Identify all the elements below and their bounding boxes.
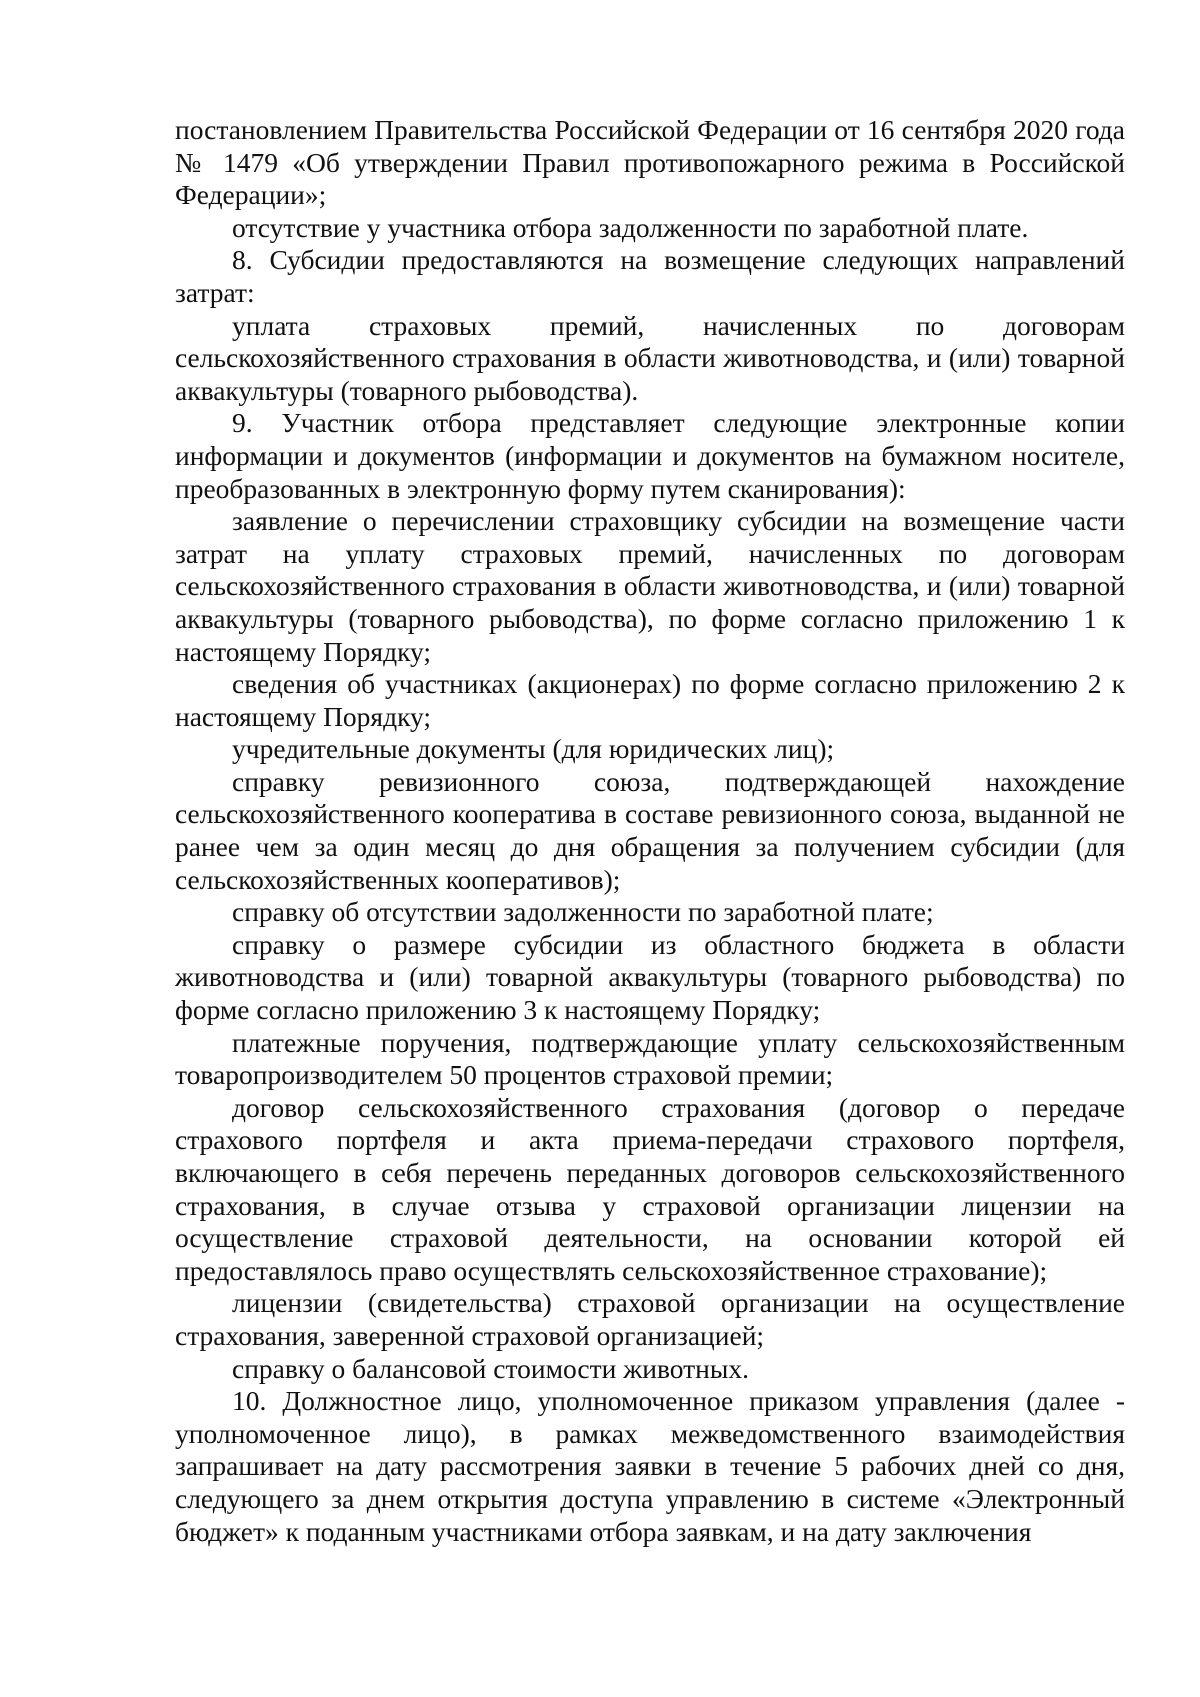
paragraph-wage-debt-certificate: справку об отсутствии задолженности по заработной плате; <box>232 896 934 928</box>
paragraph-payment-orders: платежные поручения, подтверждающие уплату сельскохозяйственным товаропроизводителем 50 процентов страховой премии; <box>175 1026 1125 1091</box>
paragraph-license: лицензии (свидетельства) страховой организации на осуществление страхования, заверенной страховой организацией; <box>175 1287 1125 1351</box>
paragraph-insurance-premiums: уплата страховых премий, начисленных по договорам сельскохозяйственного страхования в области животноводства, и (или) товарной аквакультуры (товарного рыбоводства). <box>175 309 1125 406</box>
paragraph-fire-regulations: постановлением Правительства Российской Федерации от 16 сентября 2020 года № 1479 «Об утверждении Правил противопожарного режима в Российской Федерации»; <box>175 114 1125 211</box>
paragraph-insurance-contract: договор сельскохозяйственного страхования (договор о передаче страхового портфеля и акта приема-передачи страхового портфеля, включающего в себя перечень переданных договоров сельскохозяйственного страхования, в случае отзыва у страховой организации лицензии на осуществление страховой деятельности, на основании которой ей предоставлялось право осуществлять сельскохозяйственное страхование); <box>175 1091 1125 1286</box>
paragraph-application: заявление о перечислении страховщику субсидии на возмещение части затрат на уплату страховых премий, начисленных по договорам сельскохозяйственного страхования в области животноводства, и (или) товарной аквакультуры (товарного рыбоводства), по форме согласно приложению 1 к настоящему Порядку; <box>175 505 1125 667</box>
paragraph-item-8: 8. Субсидии предоставляются на возмещение следующих направлений затрат: <box>175 244 1125 308</box>
paragraph-shareholders: сведения об участниках (акционерах) по форме согласно приложению 2 к настоящему Порядку; <box>175 668 1125 732</box>
paragraph-item-10: 10. Должностное лицо, уполномоченное приказом управления (далее - уполномоченное лицо), в рамках межведомственного взаимодействия запрашивает на дату рассмотрения заявки в течение 5 рабочих дней со дня, следующего за днем открытия доступа управлению в системе «Электронный бюджет» к поданным участниками отбора заявкам, и на дату заключения <box>175 1385 1125 1547</box>
paragraph-founding-documents: учредительные документы (для юридических лиц); <box>232 733 835 765</box>
paragraph-audit-union-certificate: справку ревизионного союза, подтверждающей нахождение сельскохозяйственного кооператива в составе ревизионного союза, выданной не ранее чем за один месяц до дня обращения за получением субсидии (для сельскохозяйственных кооперативов); <box>175 765 1125 895</box>
paragraph-animal-value: справку о балансовой стоимости животных. <box>232 1352 749 1384</box>
paragraph-item-9: 9. Участник отбора представляет следующие электронные копии информации и документов (информации и документов на бумажном носителе, преобразованных в электронную форму путем сканирования): <box>175 407 1125 504</box>
document-page <box>175 114 1125 1548</box>
paragraph-subsidy-amount: справку о размере субсидии из областного бюджета в области животноводства и (или) товарной аквакультуры (товарного рыбоводства) по форме согласно приложению 3 к настоящему Порядку; <box>175 928 1125 1026</box>
paragraph-no-wage-debt: отсутствие у участника отбора задолженности по заработной плате. <box>232 211 1029 243</box>
